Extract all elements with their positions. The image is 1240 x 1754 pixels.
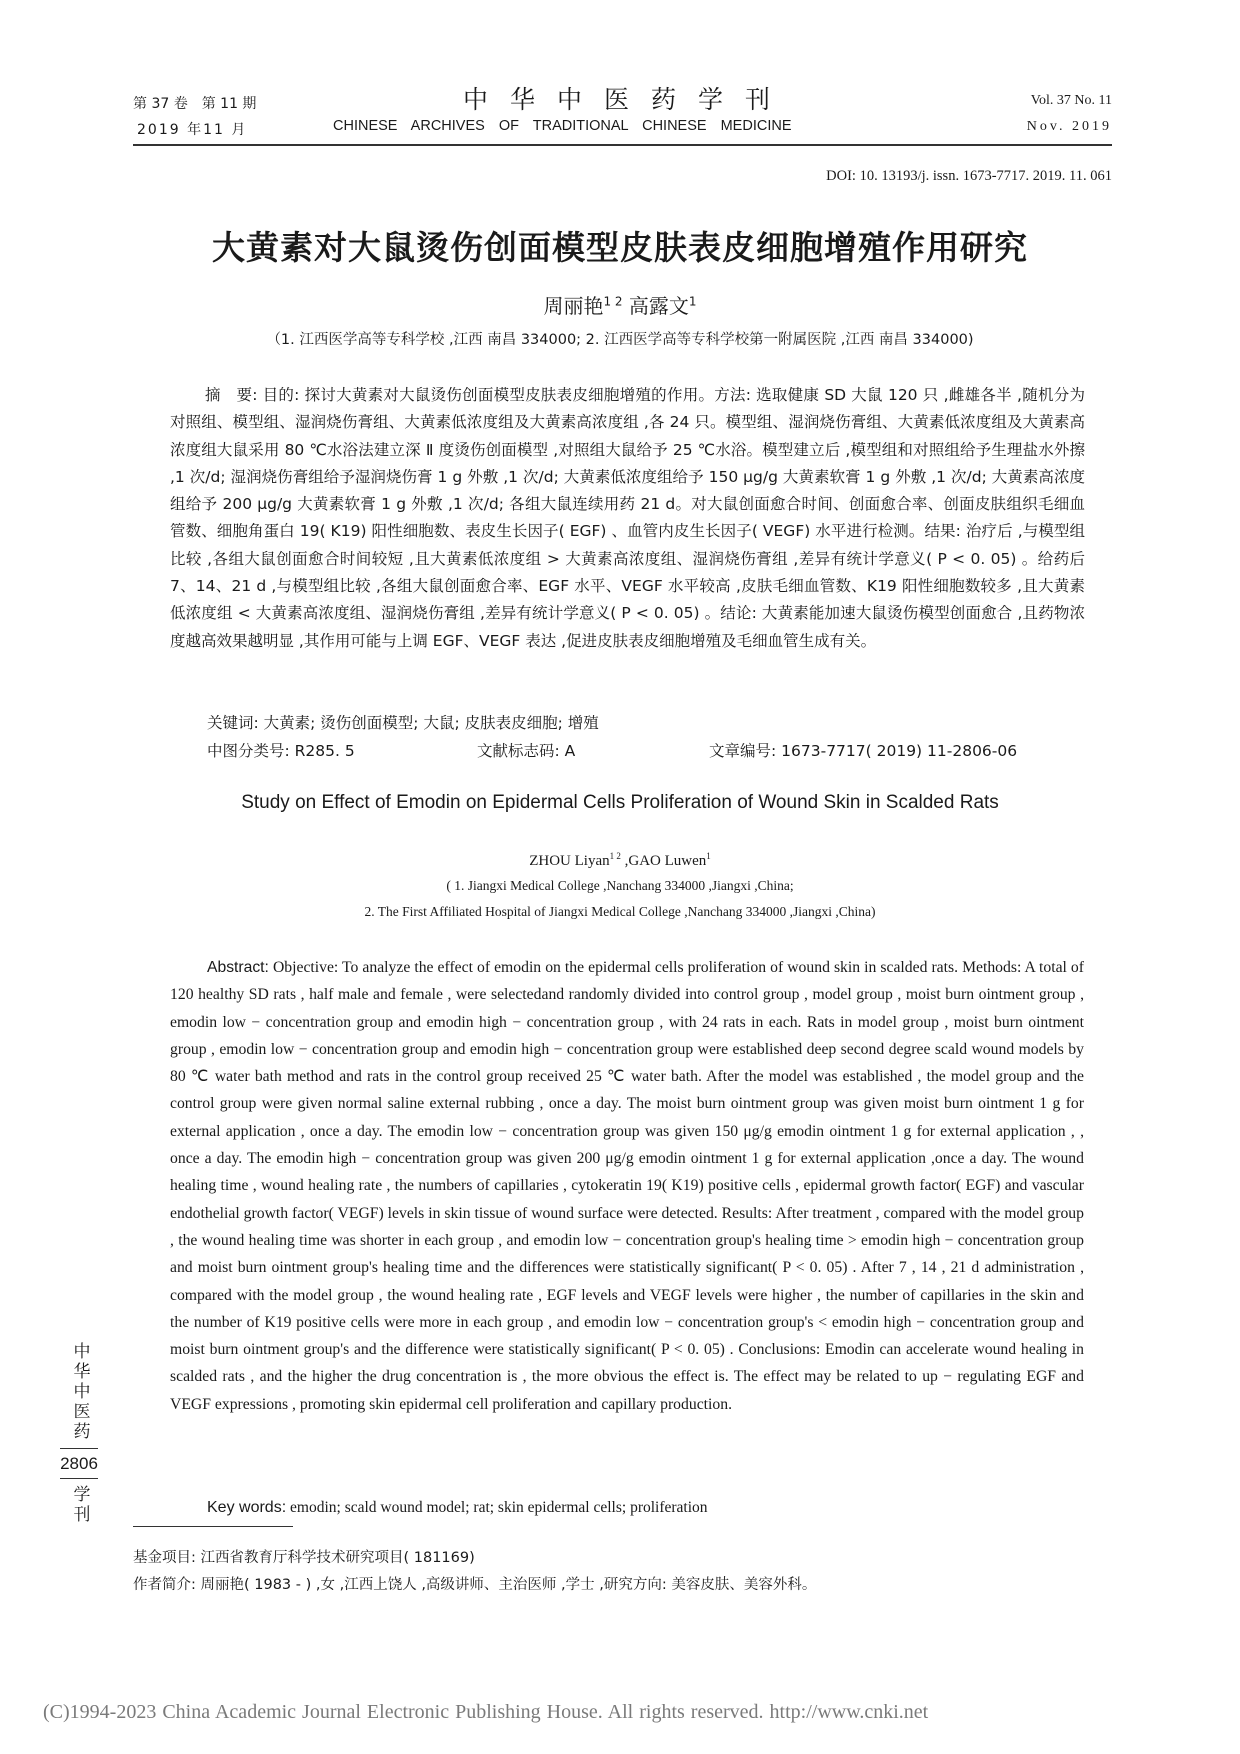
author-affil-sup: 1 2 [603, 294, 623, 309]
author-name: ,GAO Luwen [620, 853, 707, 869]
journal-title-cn: 中华中医药学刊 [462, 85, 792, 114]
date-en: Nov. 2019 [1026, 119, 1112, 134]
abstract-cn: 摘 要: 目的: 探讨大黄素对大鼠烫伤创面模型皮肤表皮细胞增殖的作用。方法: 选取健康 SD 大鼠 120 只 ,雌雄各半 ,随机分为对照组、模型组、湿润烧伤膏组、大黄素低浓度组及大黄素高浓度组 ,各 24 只。模型组、湿润烧伤膏组、大黄素低浓度组及大黄素高浓度组大鼠采用 80 ℃水浴法建立深 Ⅱ 度烫伤创面模型 ,对照组大鼠给予 25 ℃水浴。模型建立后 ,模型组和对照组给予生理盐水外擦 ,1 次/d; 湿润烧伤膏组给予湿润烧伤膏 1 g 外敷 ,1 次/d; 大黄素低浓度组给予 150 μg/g 大黄素软膏 1 g 外敷 ,1 次/d; 大黄素高浓度组给予 200 μg/g 大黄素软膏 1 g 外敷 ,1 次/d; 各组大鼠连续用药 21 d。对大鼠创面愈合时间、创面愈合率、创面皮肤组织毛细血管数、细胞角蛋白 19( K19) 阳性细胞数、表皮生长因子( EGF) 、血管内皮生长因子( VEGF) 水平进行检测。结果: 治疗后 ,与模型组比较 ,各组大鼠创面愈合时间较短 ,且大黄素低浓度组 > 大黄素高浓度组、湿润烧伤膏组 ,差异有统计学意义( P < 0. 05) 。给药后 7、14、21 d ,与模型组比较 ,各组大鼠创面愈合率、EGF 水平、VEGF 水平较高 ,皮肤毛细血管数、K19 阳性细胞数较多 ,且大黄素低浓度组 < 大黄素高浓度组、湿润烧伤膏组 ,差异有统计学意义( P < 0. 05) 。结论: 大黄素能加速大鼠烫伤模型创面愈合 ,且药物浓度越高效果越明显 ,其作用可能与上调 EGF、VEGF 表达 ,促进皮肤表皮细胞增殖及毛细血管生成有关。 [170, 386, 1085, 650]
funding-note: 基金项目: 江西省教育厅科学技术研究项目( 181169) [133, 1550, 475, 1566]
abstract-en [170, 954, 1084, 1418]
page-number: 2806 [60, 1454, 98, 1473]
keywords-label: Key words: [207, 1499, 287, 1516]
author-bio-note: 作者简介: 周丽艳( 1983 - ) ,女 ,江西上饶人 ,高级讲师、主治医师 ,学士 ,研究方向: 美容皮肤、美容外科。 [133, 1577, 817, 1593]
author-affil-sup: 1 [706, 851, 711, 861]
affiliation-cn: （1. 江西医学高等专科学校 ,江西 南昌 334000; 2. 江西医学高等专科学校第一附属医院 ,江西 南昌 334000) [266, 332, 974, 348]
affiliation-en: ( 1. Jiangxi Medical College ,Nanchang 334000 ,Jiangxi ,China; [446, 878, 794, 893]
author-affil-sup: 1 2 [609, 851, 621, 861]
authors-en [0, 851, 1240, 870]
affiliation-en: 2. The First Affiliated Hospital of Jiangxi Medical College ,Nanchang 334000 ,Jiangxi ,China) [364, 904, 876, 919]
date-cn: 2019 年11 月 [137, 122, 248, 138]
author-name: 高露文 [622, 294, 689, 318]
abstract-text: Objective: To analyze the effect of emodin on the epidermal cells proliferation of wound skin in scalded rats. Methods: A total of 120 healthy SD rats , half male and female , were selectedand randomly divided into control group , model group , moist burn ointment group , emodin low − concentration group and emodin high − concentration group , with 24 rats in each. Rats in model group , moist burn ointment group , emodin low − concentration group and emodin high − concentration group were established deep second degree scald wound models by 80 ℃ water bath method and rats in the control group received 25 ℃ water bath. After the model was established , the model group and the control group were given normal saline external rubbing , once a day. The moist burn ointment group was given moist burn ointment 1 g for external application , once a day. The emodin low − concentration group was given 150 μg/g emodin ointment 1 g for external application , , once a day. The emodin high − concentration group was given 200 μg/g emodin ointment 1 g for external application ,once a day. The wound healing time , wound healing rate , the numbers of capillaries , cytokeratin 19( K19) positive cells , epidermal growth factor( EGF) and vascular endothelial growth factor( VEGF) levels in skin tissue of wound surface were detected. Results: After treatment , compared with the model group , the wound healing time was shorter in each group , and emodin low − concentration group's healing time > emodin high − concentration group and moist burn ointment group's healing time and the differences were statistically significant( P < 0. 05) . After 7 , 14 , 21 d administration , compared with the model group , the wound healing rate , EGF levels and VEGF levels were higher , the number of capillaries in the skin and the number of K19 positive cells were more in each group , and emodin low − concentration group's < emodin high − concentration group and moist burn ointment group's and the difference were statistically significant( P < 0. 05) . Conclusions: Emodin can accelerate wound healing in scalded rats , and the higher the drug concentration is , the more obvious the effect is. The effect may be related to up − regulating EGF and VEGF expressions , promoting skin epidermal cell proliferation and capillary production. [170, 959, 1084, 1413]
keywords-en [207, 1499, 708, 1517]
author-name: 周丽艳 [543, 294, 604, 318]
volume-issue-cn: 第 37 卷 第 11 期 [133, 96, 257, 112]
copyright-watermark: (C)1994-2023 China Academic Journal Electronic Publishing House. All rights reserved. http://www.cnki.net [43, 1701, 929, 1723]
article-number: 文章编号: 1673-7717( 2019) 11-2806-06 [709, 742, 1018, 760]
author-affil-sup: 1 [688, 294, 697, 309]
authors-cn [0, 290, 1240, 319]
volume-issue-en: Vol. 37 No. 11 [1030, 93, 1112, 108]
article-title-cn: 大黄素对大鼠烫伤创面模型皮肤表皮细胞增殖作用研究 [212, 228, 1028, 267]
footnote-divider [133, 1526, 293, 1527]
abstract-label: Abstract: [207, 959, 269, 976]
side-journal-name: 中 华 中 医 药 [73, 1342, 91, 1442]
side-divider [60, 1448, 98, 1449]
side-journal-name-tail: 学 刊 [73, 1485, 91, 1525]
keywords-cn: 关键词: 大黄素; 烫伤创面模型; 大鼠; 皮肤表皮细胞; 增殖 [207, 714, 599, 732]
clc-number: 中图分类号: R285. 5 [207, 742, 355, 760]
document-code: 文献标志码: A [477, 742, 576, 760]
header-divider [133, 144, 1112, 146]
journal-title-en: CHINESE ARCHIVES OF TRADITIONAL CHINESE MEDICINE [333, 118, 792, 134]
doi[interactable]: DOI: 10. 13193/j. issn. 1673-7717. 2019. 11. 061 [826, 168, 1112, 184]
article-title-en: Study on Effect of Emodin on Epidermal Cells Proliferation of Wound Skin in Scalded Rats [241, 792, 999, 813]
keywords-text: emodin; scald wound model; rat; skin epidermal cells; proliferation [286, 1499, 708, 1516]
side-divider [60, 1478, 98, 1479]
author-name: ZHOU Liyan [529, 853, 610, 869]
